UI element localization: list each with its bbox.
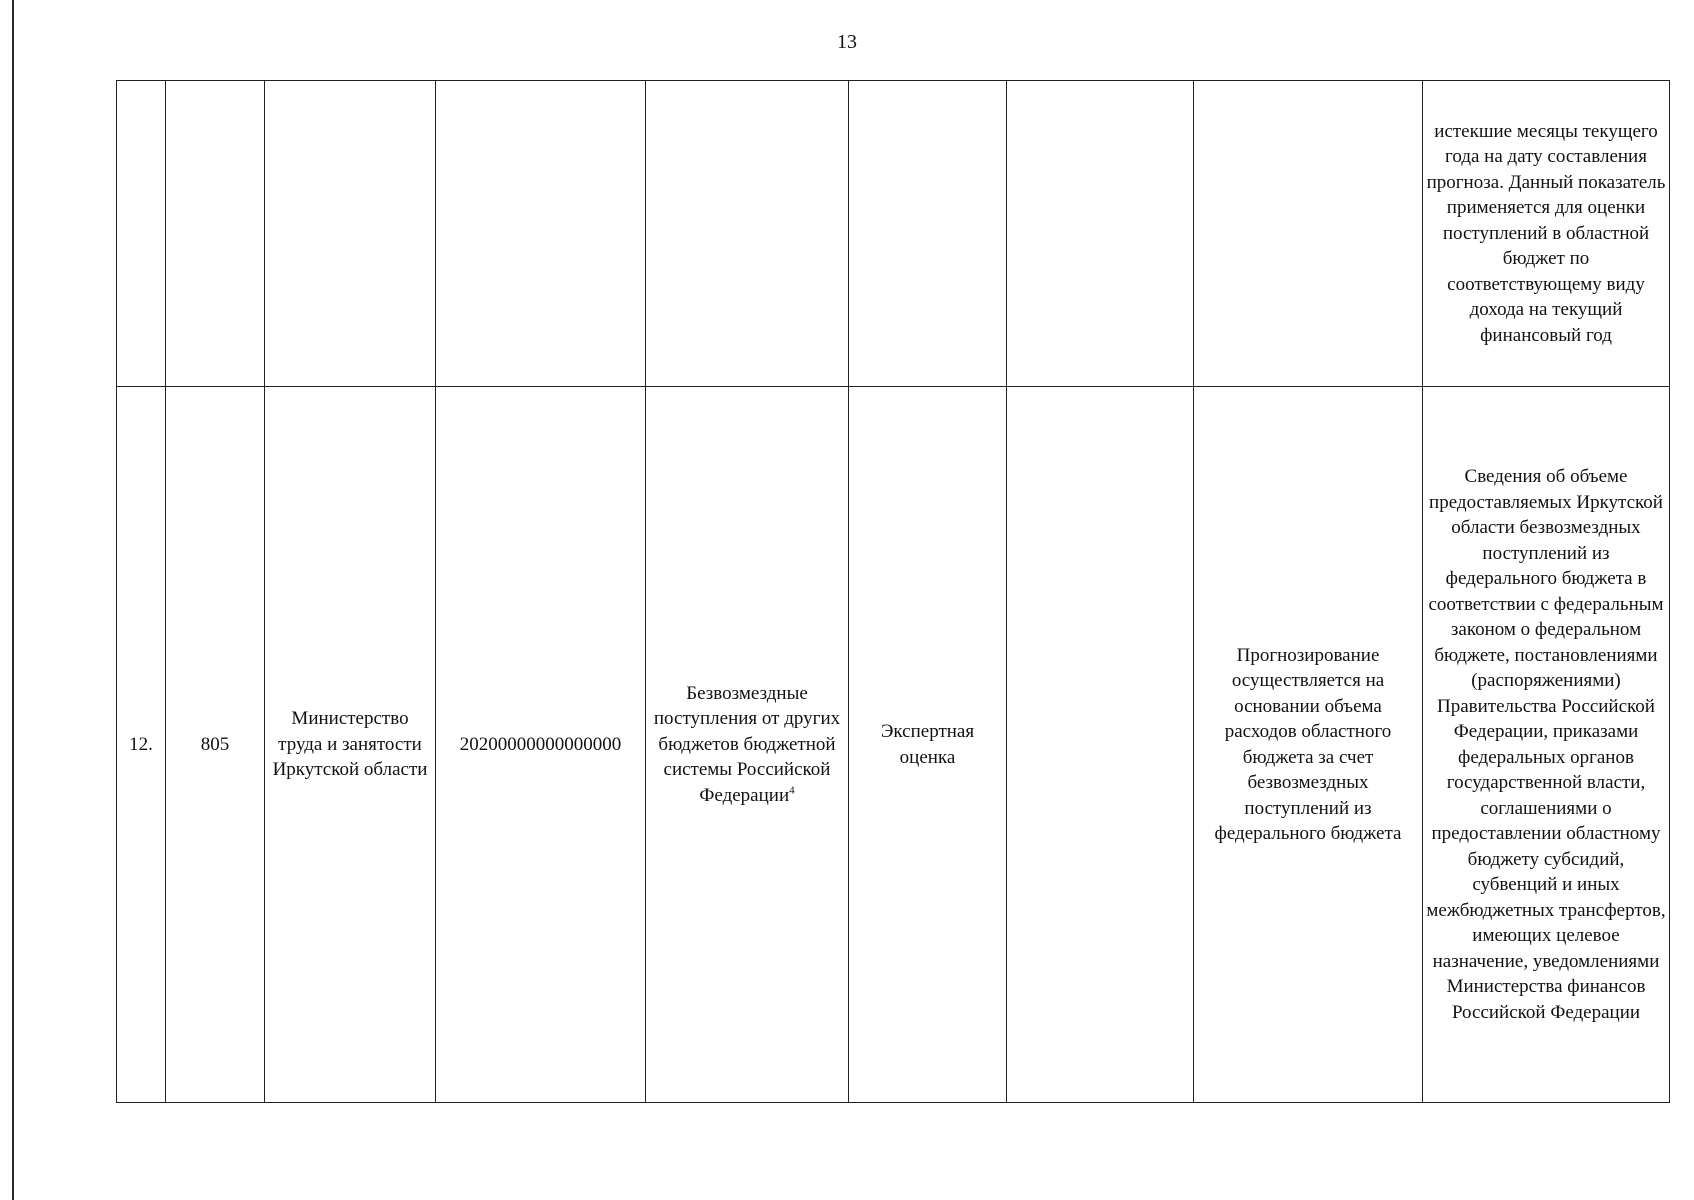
cell-admin-code: 805 (166, 387, 265, 1103)
cell-admin-code-empty (166, 81, 265, 387)
cell-admin-name-empty (265, 81, 436, 387)
cell-algorithm-empty (1194, 81, 1423, 387)
income-name-footnote: 4 (789, 784, 795, 797)
cell-income-name (646, 387, 849, 1103)
cell-formula-empty (1007, 81, 1194, 387)
cell-income-name-empty (646, 81, 849, 387)
cell-description: Сведения об объеме предоставляемых Иркутской области безвозмездных поступлений из федерального бюджета в соответствии с федеральным законом о федеральном бюджете, постановлениями (распоряжениями) Правительства Российской Федерации, приказами федеральных органов государственной власти, соглашениями о предоставлении областному бюджету субсидий, субвенций и иных межбюджетных трансфертов, имеющих целевое назначение, уведомлениями Министерства финансов Российской Федерации (1423, 387, 1670, 1103)
budget-income-table (116, 80, 1670, 1103)
cell-kbk-code-empty (436, 81, 646, 387)
cell-row-number: 12. (117, 387, 166, 1103)
page-margin-line (12, 0, 14, 1200)
cell-number-empty (117, 81, 166, 387)
cell-formula (1007, 387, 1194, 1103)
cell-description-continuation: истекшие месяцы текущего года на дату составления прогноза. Данный показатель применяется для оценки поступлений в областной бюджет по соответствующему виду дохода на текущий финансовый год (1423, 81, 1670, 387)
cell-method: Экспертная оценка (849, 387, 1007, 1103)
table-row-12 (117, 387, 1670, 1103)
cell-method-empty (849, 81, 1007, 387)
cell-algorithm: Прогнозирование осуществляется на основании объема расходов областного бюджета за счет безвозмездных поступлений из федерального бюджета (1194, 387, 1423, 1103)
income-name-text: Безвозмездные поступления от других бюджетов бюджетной системы Российской Федерации (653, 682, 841, 806)
cell-admin-name: Министерство труда и занятости Иркутской области (265, 387, 436, 1103)
page-number: 13 (837, 31, 857, 53)
cell-kbk-code: 20200000000000000 (436, 387, 646, 1103)
table-row-continuation (117, 81, 1670, 387)
